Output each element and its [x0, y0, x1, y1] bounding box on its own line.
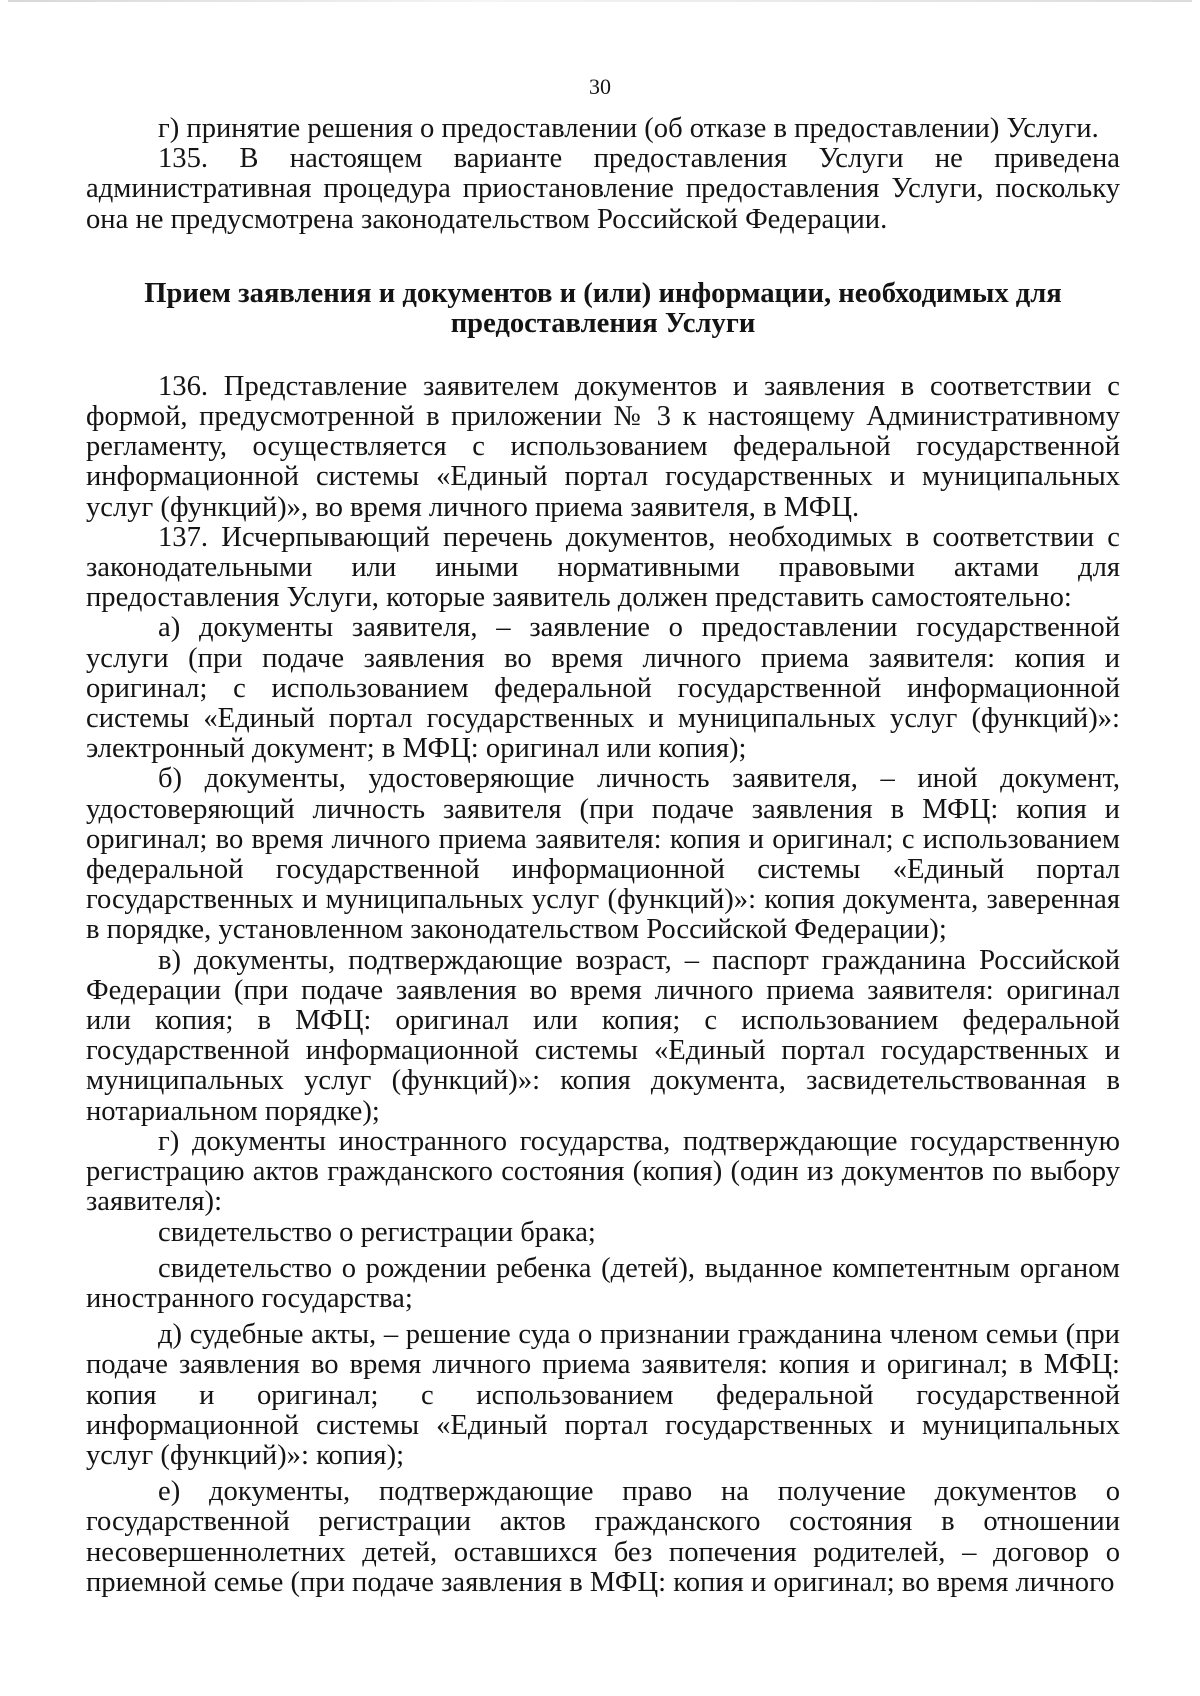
list-item-b: б) документы, удостоверяющие личность заявителя, – иной документ, удостоверяющий личность заявителя (при подаче заявления в МФЦ: копия и оригинал; во время личного приема заявителя: копия и оригинал; с использованием федеральной государственной информационной системы «Единый портал государственных и муниципальных услуг (функций)»: копия документа, заверенная в порядке, установленном законодательством Российской Федерации);	[86, 763, 1120, 946]
document-body	[86, 114, 1120, 1598]
sub-item-marriage-certificate: свидетельство о регистрации брака;	[158, 1216, 596, 1248]
section-heading: Прием заявления и документов и (или) информации, необходимых для предоставления Услуги	[144, 277, 1062, 339]
paragraph-134-g: г) принятие решения о предоставлении (об отказе в предоставлении) Услуги.	[158, 113, 1099, 144]
list-item-a: а) документы заявителя, – заявление о предоставлении государственной услуги (при подаче заявления во время личного приема заявителя: копия и оригинал; с использованием федеральной государственной информационной системы «Единый портал государственных и муниципальных услуг (функций)»: электронный документ; в МФЦ: оригинал или копия);	[86, 612, 1120, 765]
paragraph-136: 136. Представление заявителем документов и заявления в соответствии с формой, предусмотренной в приложении № 3 к настоящему Административному регламенту, осуществляется с использованием федеральной государственной информационной системы «Единый портал государственных и муниципальных услуг (функций)», во время личного приема заявителя, в МФЦ.	[86, 370, 1120, 523]
list-item-g: г) документы иностранного государства, подтверждающие государственную регистрацию актов гражданского состояния (копия) (один из документов по выбору заявителя):	[86, 1125, 1120, 1218]
scan-edge-line	[8, 0, 1192, 2]
sub-item-birth-certificate: свидетельство о рождении ребенка (детей), выданное компетентным органом иностранного государства;	[86, 1252, 1120, 1314]
list-item-d: д) судебные акты, – решение суда о признании гражданина членом семьи (при подаче заявления во время личного приема заявителя: копия и оригинал; в МФЦ: копия и оригинал; с использованием федеральной государственной информационной системы «Единый портал государственных и муниципальных услуг (функций)»: копия);	[86, 1319, 1120, 1471]
paragraph-135: 135. В настоящем варианте предоставления Услуги не приведена административная процедура приостановление предоставления Услуги, поскольку она не предусмотрена законодательством Российской Федерации.	[86, 143, 1120, 235]
list-item-v: в) документы, подтверждающие возраст, – паспорт гражданина Российской Федерации (при подаче заявления во время личного приема заявителя: оригинал или копия; в МФЦ: оригинал или копия; с использованием федеральной государственной информационной системы «Единый портал государственных и муниципальных услуг (функций)»: копия документа, засвидетельствованная в нотариальном порядке);	[86, 944, 1120, 1127]
paragraph-137: 137. Исчерпывающий перечень документов, необходимых в соответствии с законодательными или иными нормативными правовыми актами для предоставления Услуги, которые заявитель должен представить самостоятельно:	[86, 521, 1120, 614]
list-item-e: е) документы, подтверждающие право на получение документов о государственной регистрации актов гражданского состояния в отношении несовершеннолетних детей, оставшихся без попечения родителей, – договор о приемной семье (при подаче заявления в МФЦ: копия и оригинал; во время личного	[86, 1476, 1120, 1598]
page-number: 30	[589, 74, 611, 99]
